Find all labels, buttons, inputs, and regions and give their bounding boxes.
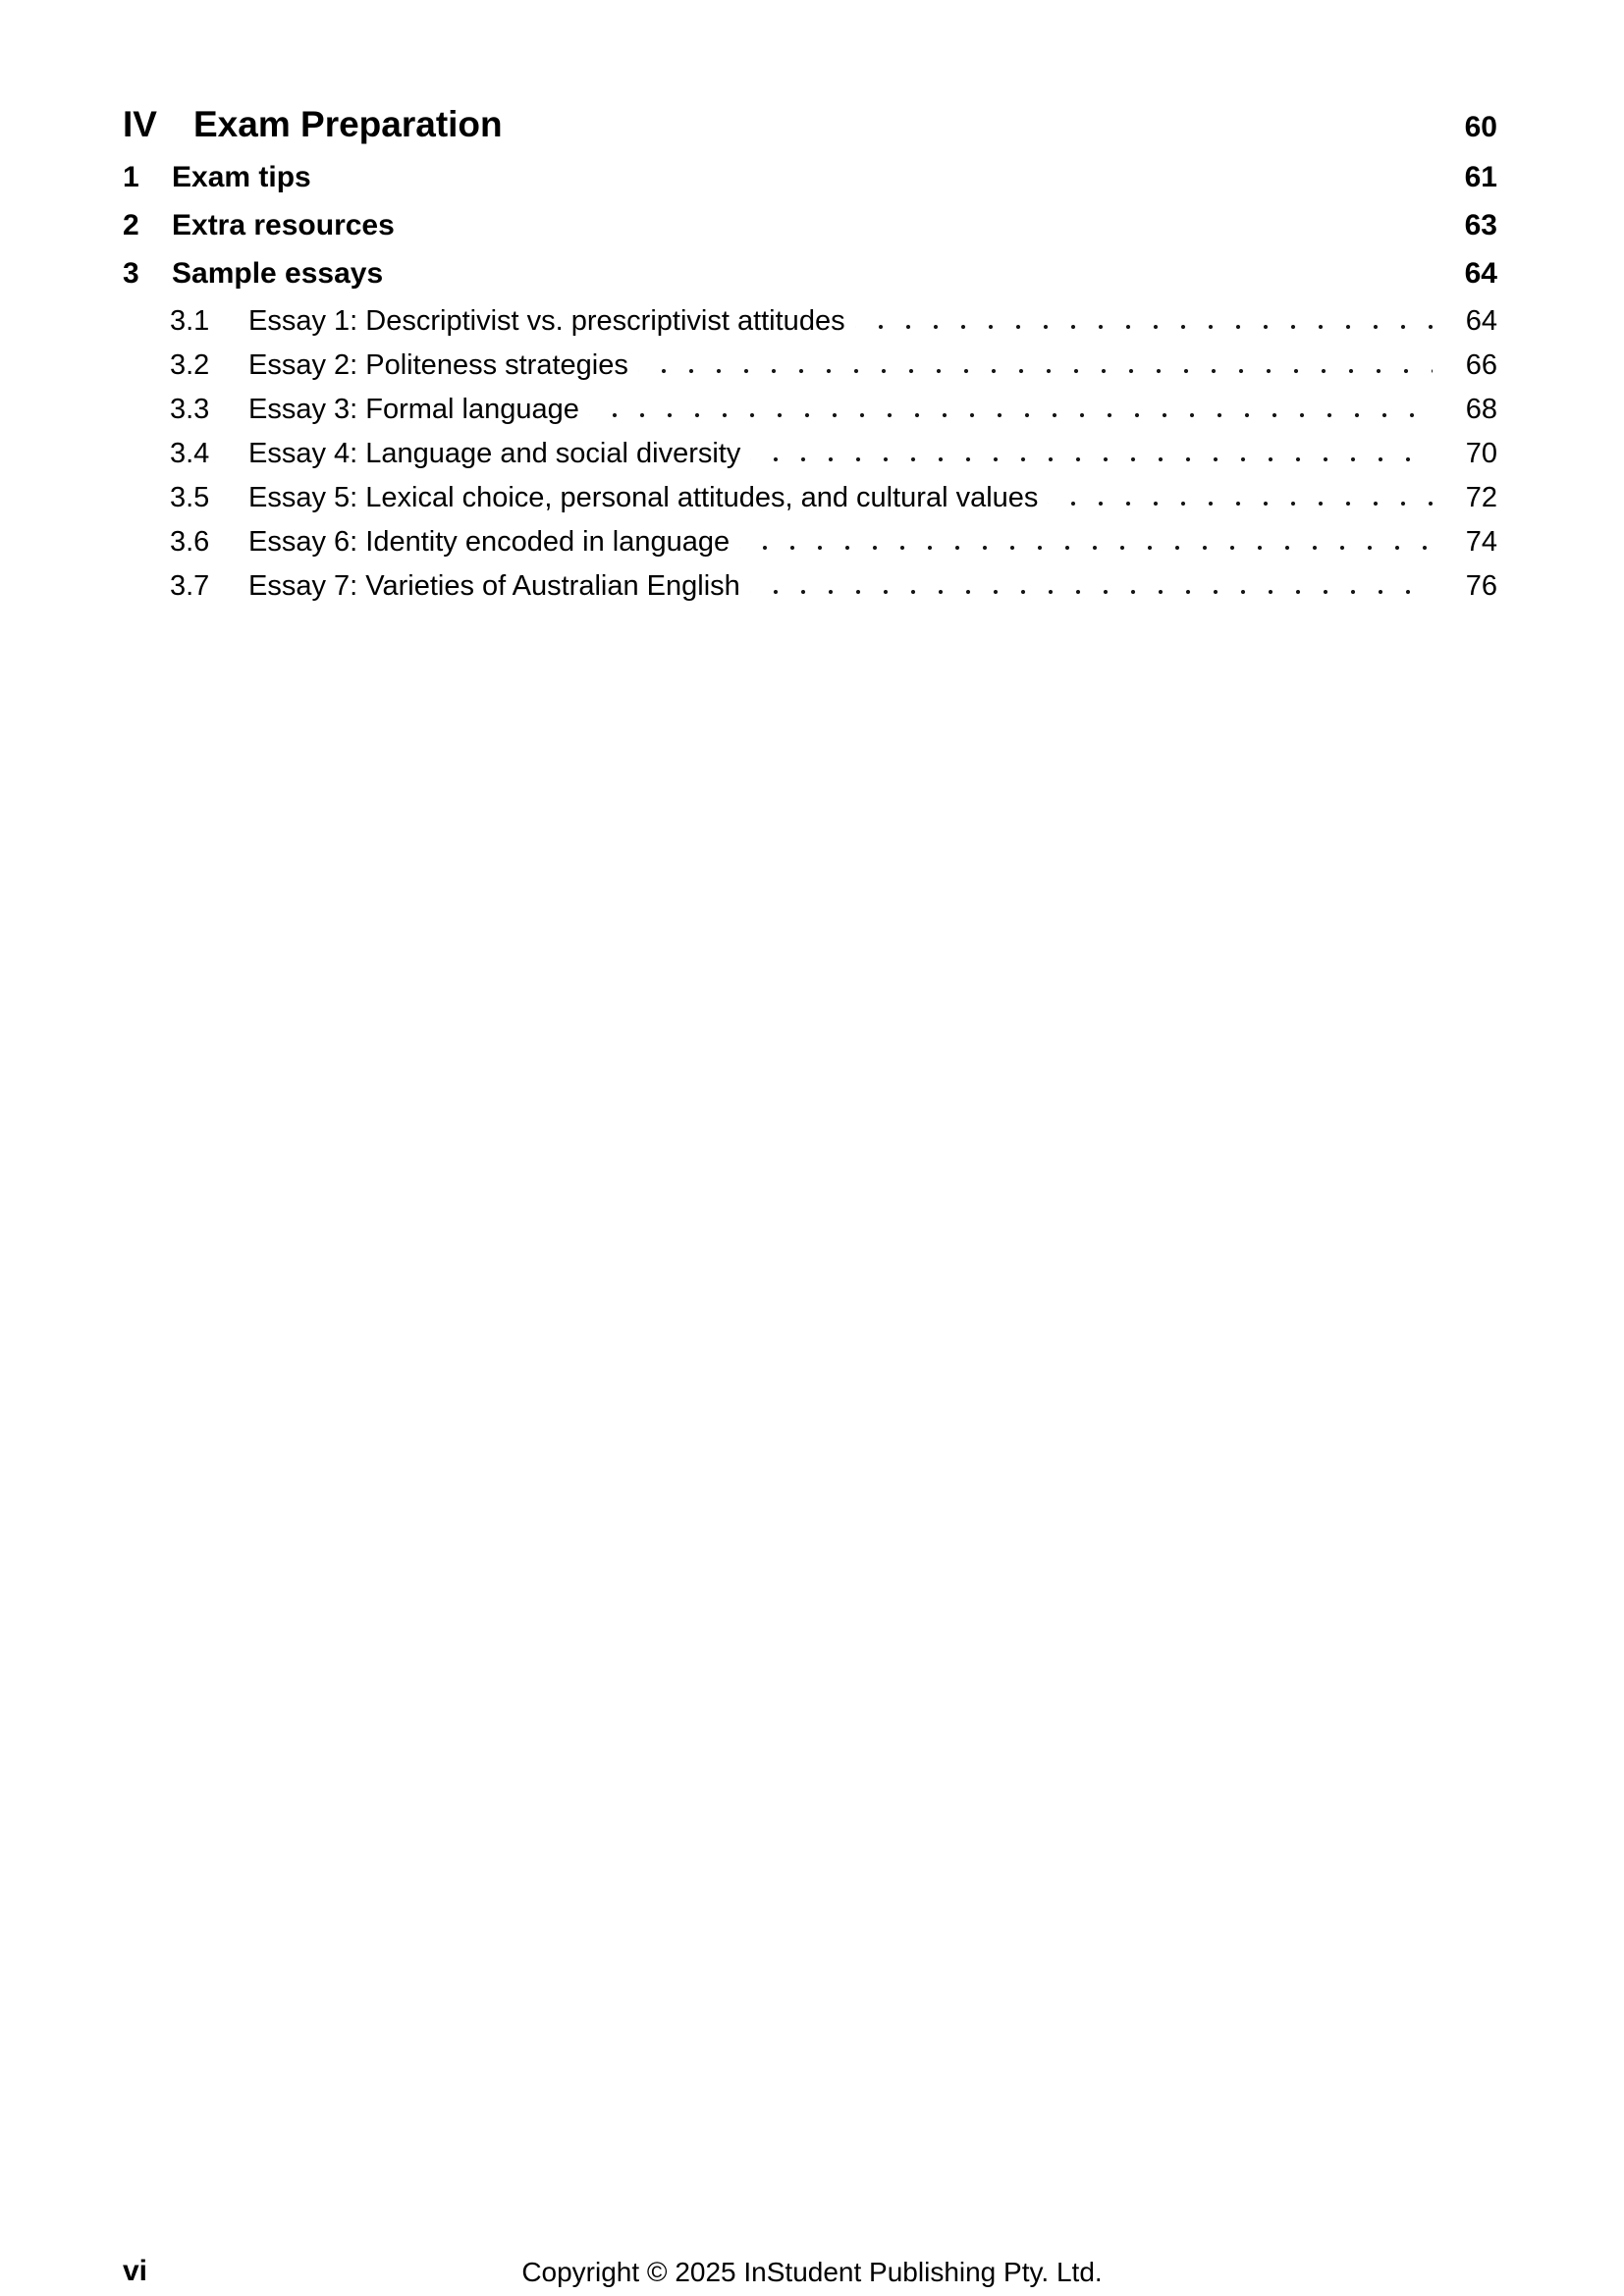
toc-section-page-number: 64 (1465, 305, 1497, 337)
toc-chapter-page-number: 64 (1464, 257, 1497, 290)
toc-section-row (123, 569, 1497, 603)
toc-chapter-row (123, 256, 1497, 292)
toc-section-page-number: 68 (1465, 394, 1497, 425)
toc-part-title: Exam Preparation (193, 104, 503, 144)
toc-section-page-number: 74 (1465, 526, 1497, 558)
toc-section-title: Essay 1: Descriptivist vs. prescriptivist attitudes (248, 305, 845, 337)
dot-leader (750, 456, 1433, 462)
toc-chapter-title: Sample essays (172, 257, 384, 290)
toc-section-row (123, 393, 1497, 426)
toc-chapter-title: Exam tips (172, 161, 311, 193)
toc-section-row (123, 437, 1497, 470)
toc-chapter-row (123, 160, 1497, 195)
toc-chapter-title: Extra resources (172, 209, 395, 241)
toc-section-number: 3.7 (170, 570, 210, 602)
toc-chapter-number: 1 (123, 161, 139, 193)
dot-leader (855, 324, 1433, 330)
toc-section-title: Essay 7: Varieties of Australian English (248, 570, 740, 602)
toc-section-number: 3.1 (170, 305, 210, 337)
toc-section-row (123, 348, 1497, 382)
toc-section-title: Essay 4: Language and social diversity (248, 438, 741, 469)
toc-section-page-number: 72 (1465, 482, 1497, 513)
toc-chapter-page-number: 61 (1464, 161, 1497, 193)
toc-section-page-number: 70 (1465, 438, 1497, 469)
dot-leader (638, 368, 1433, 374)
toc-section-page-number: 66 (1465, 349, 1497, 381)
toc-section-row (123, 525, 1497, 559)
dot-leader (750, 589, 1433, 595)
toc-part-page-number: 60 (1464, 111, 1497, 143)
dot-leader (1048, 501, 1433, 507)
toc-section-title: Essay 3: Formal language (248, 394, 579, 425)
dot-leader (739, 545, 1433, 551)
table-of-contents (123, 103, 1497, 614)
toc-chapter-page-number: 63 (1464, 209, 1497, 241)
toc-section-page-number: 76 (1465, 570, 1497, 602)
toc-section-row (123, 304, 1497, 338)
toc-part-row (123, 103, 1497, 149)
toc-section-title: Essay 2: Politeness strategies (248, 349, 628, 381)
toc-chapter-number: 3 (123, 257, 139, 290)
toc-chapter-row (123, 208, 1497, 243)
toc-section-number: 3.6 (170, 526, 210, 558)
toc-section-number: 3.3 (170, 394, 210, 425)
toc-chapter-number: 2 (123, 209, 139, 241)
dot-leader (589, 412, 1433, 418)
page-footer (0, 2254, 1624, 2289)
toc-section-title: Essay 5: Lexical choice, personal attitudes, and cultural values (248, 482, 1039, 513)
toc-section-number: 3.4 (170, 438, 210, 469)
toc-section-title: Essay 6: Identity encoded in language (248, 526, 731, 558)
toc-section-number: 3.5 (170, 482, 210, 513)
toc-part-number: IV (123, 104, 157, 144)
folio-page-number: vi (123, 2255, 148, 2287)
toc-section-row (123, 481, 1497, 514)
copyright-notice: Copyright © 2025 InStudent Publishing Pty. Ltd. (521, 2257, 1103, 2287)
toc-section-number: 3.2 (170, 349, 210, 381)
